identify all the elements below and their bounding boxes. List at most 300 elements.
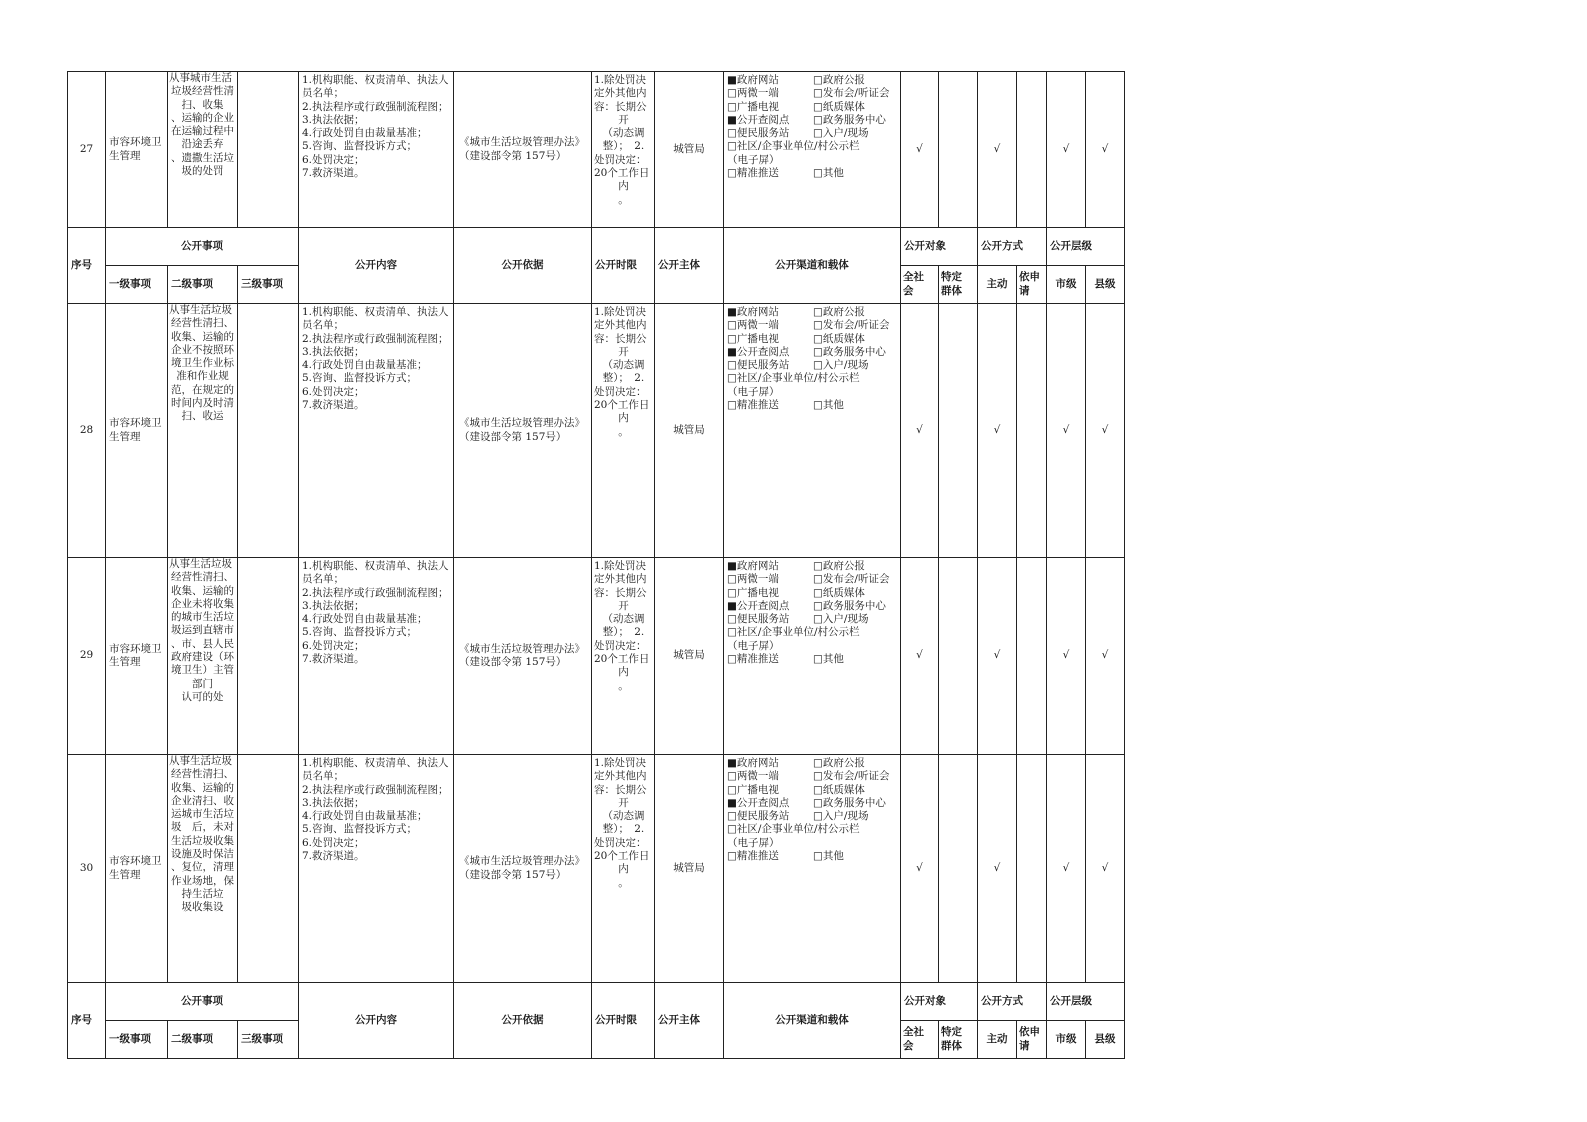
channel-option: ■公开查阅点: [727, 796, 790, 809]
level2-line: 圾收集设: [181, 901, 224, 914]
channel-row: [727, 319, 898, 332]
channel-option: □政府公报: [813, 757, 865, 769]
channel-row: [727, 573, 898, 586]
time-limit-line: 。: [618, 679, 629, 692]
level2-line: 经营性清扫、: [171, 768, 234, 781]
time-limit-line: 开: [618, 113, 629, 126]
header-society: [901, 266, 939, 304]
level2-line: 企业清扫、收: [171, 794, 234, 807]
channel-row: [727, 640, 898, 653]
table-row: [68, 72, 1125, 228]
row-number: 27: [68, 72, 106, 228]
cell-line: 2.执法程序或行政强制流程图；: [302, 586, 449, 599]
header-level: 公开层级: [1047, 983, 1125, 1021]
time-limit-line: 定外其他内: [594, 573, 647, 586]
level2-line: 收集、运输的: [171, 330, 234, 343]
header-specific-line1: 特定: [941, 1026, 962, 1039]
channel-option: □广播电视: [727, 783, 779, 796]
disclosure-table: [67, 71, 1125, 1059]
channel-option: □便民服务站: [727, 359, 790, 372]
check-city: √: [1047, 755, 1086, 983]
check-specific: [939, 755, 978, 983]
cell-line: 1.机构职能、权责清单、执法人员名单；: [302, 306, 449, 332]
channel-option: □入户/现场: [813, 127, 869, 140]
channel-option: □精准推送: [727, 653, 779, 666]
header-level1: 一级事项: [106, 266, 168, 304]
channel-option: □便民服务站: [727, 127, 790, 140]
check-county: √: [1086, 755, 1125, 983]
level2-line: 境卫生）主管: [171, 664, 234, 677]
channel-option: ■政府网站: [727, 74, 779, 86]
cell-line: 1.机构职能、权责清单、执法人员名单；: [302, 74, 449, 100]
public-basis: [454, 304, 592, 558]
channel-option: □纸质媒体: [813, 783, 865, 796]
level2-line: 运城市生活垃: [171, 808, 234, 821]
channel-row: [727, 587, 898, 600]
cell-line: 2.执法程序或行政强制流程图；: [302, 332, 449, 345]
header-city: 市级: [1047, 266, 1086, 304]
check-city: √: [1047, 72, 1086, 228]
check-active: √: [978, 755, 1017, 983]
time-limit-line: 定外其他内: [594, 87, 647, 100]
level2-item: [168, 755, 238, 983]
check-city: √: [1047, 558, 1086, 755]
channel-option: □两微一端: [727, 770, 779, 783]
channel-option: （电子屏）: [727, 836, 780, 849]
time-limit-line: （动态调: [602, 127, 645, 140]
check-county: √: [1086, 72, 1125, 228]
level2-line: 经营性清扫、: [171, 317, 234, 330]
time-limit-line: 处罚决定：: [594, 836, 647, 849]
row-number: 29: [68, 558, 106, 755]
cell-line: 7.救济渠道。: [302, 399, 365, 412]
header-specific: [939, 1021, 978, 1059]
cell-line: 3.执法依据；: [302, 113, 365, 126]
check-county: √: [1086, 558, 1125, 755]
time-limit-line: 整）； 2.: [602, 372, 645, 385]
header-specific: [939, 266, 978, 304]
channel-row: [727, 127, 898, 140]
level2-line: 扫、收集: [181, 98, 224, 111]
check-request: [1017, 755, 1047, 983]
level1-item: 市容环境卫生管理: [106, 558, 168, 755]
level2-line: 持生活垃: [181, 887, 224, 900]
cell-line: 6.处罚决定；: [302, 639, 365, 652]
level2-line: 准和作业规: [176, 370, 229, 383]
cell-line: 6.处罚决定；: [302, 153, 365, 166]
time-limit-line: （动态调: [602, 613, 645, 626]
channel-option: □精准推送: [727, 850, 779, 863]
channel-option: □政府公报: [813, 74, 865, 86]
time-limit-line: 20个工作日: [594, 399, 650, 412]
channel-option: ■公开查阅点: [727, 113, 790, 126]
public-content: [299, 755, 454, 983]
channel-option: □政务服务中心: [813, 796, 886, 809]
header-request: [1017, 1021, 1047, 1059]
check-society: √: [901, 558, 939, 755]
channel-row: [727, 333, 898, 346]
time-limit-line: 处罚决定：: [594, 639, 647, 652]
channel-option: （电子屏）: [727, 639, 780, 652]
public-basis: [454, 755, 592, 983]
channel-row: [727, 359, 898, 372]
public-basis: [454, 72, 592, 228]
cell-line: 4.行政处罚自由裁量基准；: [302, 127, 428, 140]
time-limit-line: 整）； 2.: [602, 823, 645, 836]
public-channels: [724, 558, 901, 755]
level2-line: 作业场地，保: [171, 874, 234, 887]
level2-line: 设施及时保洁: [171, 848, 234, 861]
channel-option: □广播电视: [727, 100, 779, 113]
header-request-line2: 请: [1019, 284, 1030, 297]
channel-row: [727, 140, 898, 153]
channel-option: □社区/企事业单位/村公示栏: [727, 372, 860, 385]
channel-option: □广播电视: [727, 586, 779, 599]
header-request-line2: 请: [1019, 1039, 1030, 1052]
check-society: √: [901, 304, 939, 558]
channel-option: ■政府网站: [727, 757, 779, 769]
time-limit: [592, 755, 655, 983]
header-request: [1017, 266, 1047, 304]
table-row: [68, 304, 1125, 558]
check-request: [1017, 558, 1047, 755]
header-specific-line2: 群体: [941, 1039, 962, 1052]
channel-option: □发布会/听证会: [813, 87, 890, 100]
header-channels: 公开渠道和载体: [724, 983, 901, 1059]
channel-option: □政务服务中心: [813, 113, 886, 126]
time-limit-line: 开: [618, 599, 629, 612]
level2-line: 圾 后，未对: [171, 821, 234, 834]
time-limit-line: 定外其他内: [594, 319, 647, 332]
header-level: 公开层级: [1047, 228, 1125, 266]
cell-line: 2.执法程序或行政强制流程图；: [302, 100, 449, 113]
check-active: √: [978, 558, 1017, 755]
level2-line: 垃圾经营性清: [171, 85, 234, 98]
row-number: 30: [68, 755, 106, 983]
header-city: 市级: [1047, 1021, 1086, 1059]
check-specific: [939, 558, 978, 755]
channel-row: [727, 114, 898, 127]
check-county: √: [1086, 304, 1125, 558]
time-limit-line: 处罚决定：: [594, 385, 647, 398]
level2-line: 企业不按照环: [171, 343, 234, 356]
cell-line: 5.咨询、监督投诉方式；: [302, 823, 418, 836]
level2-line: 经营性清扫、: [171, 571, 234, 584]
cell-line: 3.执法依据；: [302, 796, 365, 809]
public-channels: [724, 72, 901, 228]
channel-row: [727, 74, 898, 87]
header-time-limit: 公开时限: [592, 983, 655, 1059]
channel-option: □社区/企事业单位/村公示栏: [727, 626, 860, 639]
header-society-line1: 全社: [903, 271, 924, 284]
channel-option: □入户/现场: [813, 613, 869, 626]
channel-option: □入户/现场: [813, 810, 869, 823]
time-limit-line: 开: [618, 345, 629, 358]
channel-option: □政务服务中心: [813, 345, 886, 358]
channel-option: ■政府网站: [727, 306, 779, 318]
time-limit-line: 。: [618, 193, 629, 206]
time-limit-line: 20个工作日: [594, 653, 650, 666]
public-content: [299, 304, 454, 558]
cell-line: 《城市生活垃圾管理办法》: [459, 417, 585, 430]
header-level2: 二级事项: [168, 266, 238, 304]
channel-option: （电子屏）: [727, 385, 780, 398]
channel-row: [727, 306, 898, 319]
cell-line: 1.机构职能、权责清单、执法人员名单；: [302, 560, 449, 586]
cell-line: 4.行政处罚自由裁量基准；: [302, 810, 428, 823]
time-limit-line: 内: [618, 412, 629, 425]
level2-line: 从事生活垃圾: [169, 558, 232, 570]
header-society-line1: 全社: [903, 1026, 924, 1039]
header-society: [901, 1021, 939, 1059]
time-limit-line: 处罚决定：: [594, 153, 647, 166]
time-limit-line: 内: [618, 180, 629, 193]
header-basis: 公开依据: [454, 228, 592, 304]
channel-option: ■政府网站: [727, 560, 779, 572]
header-target: 公开对象: [901, 983, 978, 1021]
level2-line: 生活垃圾收集: [171, 834, 234, 847]
public-subject: 城管局: [655, 72, 724, 228]
cell-line: （建设部令第 157号）: [459, 430, 567, 443]
channel-row: [727, 600, 898, 613]
public-channels: [724, 304, 901, 558]
header-content: 公开内容: [299, 983, 454, 1059]
header-time-limit: 公开时限: [592, 228, 655, 304]
cell-line: 《城市生活垃圾管理办法》: [459, 136, 585, 149]
channel-option: □两微一端: [727, 319, 779, 332]
cell-line: 7.救济渠道。: [302, 167, 365, 180]
cell-line: 1.机构职能、权责清单、执法人员名单；: [302, 757, 449, 783]
header-row-top: [68, 983, 1125, 1021]
level3-item: [238, 755, 299, 983]
channel-row: [727, 797, 898, 810]
header-level3: 三级事项: [238, 266, 299, 304]
header-seq: 序号: [68, 983, 106, 1059]
channel-row: [727, 770, 898, 783]
channel-option: □两微一端: [727, 87, 779, 100]
level3-item: [238, 304, 299, 558]
cell-line: （建设部令第 157号）: [459, 149, 567, 162]
level2-item: [168, 558, 238, 755]
cell-line: 《城市生活垃圾管理办法》: [459, 642, 585, 655]
channel-option: □纸质媒体: [813, 100, 865, 113]
channel-option: □纸质媒体: [813, 332, 865, 345]
channel-row: [727, 823, 898, 836]
channel-row: [727, 346, 898, 359]
channel-row: [727, 372, 898, 385]
channel-option: □政府公报: [813, 560, 865, 572]
check-society: √: [901, 755, 939, 983]
channel-option: ■公开查阅点: [727, 345, 790, 358]
channel-row: [727, 850, 898, 863]
public-subject: 城管局: [655, 304, 724, 558]
level2-line: 扫、收运: [181, 410, 224, 423]
level2-line: 认可的处: [181, 690, 224, 703]
level2-item: [168, 72, 238, 228]
row-number: 28: [68, 304, 106, 558]
header-level2: 二级事项: [168, 1021, 238, 1059]
channel-row: [727, 613, 898, 626]
channel-option: □其他: [813, 653, 844, 666]
header-mode: 公开方式: [978, 228, 1047, 266]
cell-line: 7.救济渠道。: [302, 850, 365, 863]
time-limit-line: 20个工作日: [594, 850, 650, 863]
time-limit-line: 1.除处罚决: [594, 306, 647, 318]
check-city: √: [1047, 304, 1086, 558]
cell-line: （建设部令第 157号）: [459, 868, 567, 881]
channel-option: □其他: [813, 850, 844, 863]
header-seq: 序号: [68, 228, 106, 304]
level2-line: 的城市生活垃: [171, 611, 234, 624]
channel-option: □政务服务中心: [813, 599, 886, 612]
check-active: √: [978, 72, 1017, 228]
header-active: 主动: [978, 266, 1017, 304]
public-channels: [724, 755, 901, 983]
time-limit-line: 整）； 2.: [602, 140, 645, 153]
header-row-top: [68, 228, 1125, 266]
time-limit-line: 容：长期公: [594, 783, 647, 796]
time-limit-line: 1.除处罚决: [594, 757, 647, 769]
channel-option: □入户/现场: [813, 359, 869, 372]
level2-line: 、复位，清理: [171, 861, 234, 874]
cell-line: 3.执法依据；: [302, 345, 365, 358]
channel-row: [727, 399, 898, 412]
header-society-line2: 会: [903, 284, 914, 297]
channel-row: [727, 626, 898, 639]
level2-line: 圾的处罚: [181, 165, 224, 178]
level2-line: 境卫生作业标: [171, 357, 234, 370]
channel-row: [727, 560, 898, 573]
header-specific-line1: 特定: [941, 271, 962, 284]
level2-line: 从事生活垃圾: [169, 304, 232, 316]
public-basis: [454, 558, 592, 755]
header-request-line1: 依申: [1019, 1026, 1040, 1039]
time-limit-line: 容：长期公: [594, 100, 647, 113]
channel-option: □便民服务站: [727, 810, 790, 823]
channel-row: [727, 167, 898, 180]
level2-line: 范，在规定的: [171, 383, 234, 396]
header-active: 主动: [978, 1021, 1017, 1059]
channel-option: □政府公报: [813, 306, 865, 318]
channel-option: （电子屏）: [727, 153, 780, 166]
channel-row: [727, 837, 898, 850]
time-limit-line: （动态调: [602, 359, 645, 372]
check-specific: [939, 304, 978, 558]
level2-line: 沿途丢弃: [181, 138, 224, 151]
channel-option: □发布会/听证会: [813, 573, 890, 586]
level1-item: 市容环境卫生管理: [106, 755, 168, 983]
channel-option: □两微一端: [727, 573, 779, 586]
channel-option: □纸质媒体: [813, 586, 865, 599]
level2-line: 、市、县人民: [171, 637, 234, 650]
time-limit: [592, 304, 655, 558]
level2-line: 从事生活垃圾: [169, 755, 232, 767]
table-row: [68, 558, 1125, 755]
level2-item: [168, 304, 238, 558]
channel-option: ■公开查阅点: [727, 599, 790, 612]
channel-option: □精准推送: [727, 399, 779, 412]
header-county: 县级: [1086, 1021, 1125, 1059]
channel-row: [727, 810, 898, 823]
channel-row: [727, 87, 898, 100]
cell-line: 4.行政处罚自由裁量基准；: [302, 359, 428, 372]
time-limit-line: 容：长期公: [594, 586, 647, 599]
channel-option: □广播电视: [727, 332, 779, 345]
header-public-item: 公开事项: [106, 983, 299, 1021]
public-subject: 城管局: [655, 755, 724, 983]
check-specific: [939, 72, 978, 228]
time-limit-line: 1.除处罚决: [594, 560, 647, 572]
level2-line: 企业未将收集: [171, 597, 234, 610]
time-limit-line: 内: [618, 666, 629, 679]
public-content: [299, 72, 454, 228]
header-request-line1: 依申: [1019, 271, 1040, 284]
channel-option: □社区/企事业单位/村公示栏: [727, 823, 860, 836]
channel-option: □其他: [813, 167, 844, 180]
cell-line: 3.执法依据；: [302, 599, 365, 612]
header-target: 公开对象: [901, 228, 978, 266]
channel-row: [727, 784, 898, 797]
level2-line: 时间内及时清: [171, 397, 234, 410]
level2-line: 部门: [192, 677, 213, 690]
level2-line: 收集、运输的: [171, 584, 234, 597]
level3-item: [238, 558, 299, 755]
channel-row: [727, 757, 898, 770]
check-society: √: [901, 72, 939, 228]
header-subject: 公开主体: [655, 983, 724, 1059]
channel-row: [727, 653, 898, 666]
cell-line: 2.执法程序或行政强制流程图；: [302, 783, 449, 796]
header-county: 县级: [1086, 266, 1125, 304]
cell-line: 5.咨询、监督投诉方式；: [302, 372, 418, 385]
cell-line: 《城市生活垃圾管理办法》: [459, 855, 585, 868]
cell-line: 6.处罚决定；: [302, 385, 365, 398]
header-public-item: 公开事项: [106, 228, 299, 266]
channel-option: □发布会/听证会: [813, 770, 890, 783]
time-limit-line: 。: [618, 425, 629, 438]
level2-line: 从事城市生活: [169, 72, 232, 84]
channel-row: [727, 386, 898, 399]
time-limit: [592, 72, 655, 228]
time-limit-line: 。: [618, 876, 629, 889]
header-level3: 三级事项: [238, 1021, 299, 1059]
time-limit-line: 20个工作日: [594, 167, 650, 180]
check-request: [1017, 304, 1047, 558]
cell-line: 7.救济渠道。: [302, 653, 365, 666]
channel-option: □社区/企事业单位/村公示栏: [727, 140, 860, 153]
header-level1: 一级事项: [106, 1021, 168, 1059]
header-society-line2: 会: [903, 1039, 914, 1052]
cell-line: （建设部令第 157号）: [459, 656, 567, 668]
time-limit-line: 1.除处罚决: [594, 74, 647, 86]
cell-line: 5.咨询、监督投诉方式；: [302, 140, 418, 153]
channel-option: □发布会/听证会: [813, 319, 890, 332]
time-limit-line: 定外其他内: [594, 770, 647, 783]
level3-item: [238, 72, 299, 228]
time-limit-line: 开: [618, 796, 629, 809]
level2-line: 、运输的企业: [171, 111, 234, 124]
cell-line: 6.处罚决定；: [302, 836, 365, 849]
header-subject: 公开主体: [655, 228, 724, 304]
header-channels: 公开渠道和载体: [724, 228, 901, 304]
level2-line: 在运输过程中: [171, 125, 234, 138]
check-request: [1017, 72, 1047, 228]
header-specific-line2: 群体: [941, 284, 962, 297]
table-row: [68, 755, 1125, 983]
level2-line: 、遗撒生活垃: [171, 151, 234, 164]
channel-row: [727, 154, 898, 167]
time-limit-line: 整）； 2.: [602, 626, 645, 639]
